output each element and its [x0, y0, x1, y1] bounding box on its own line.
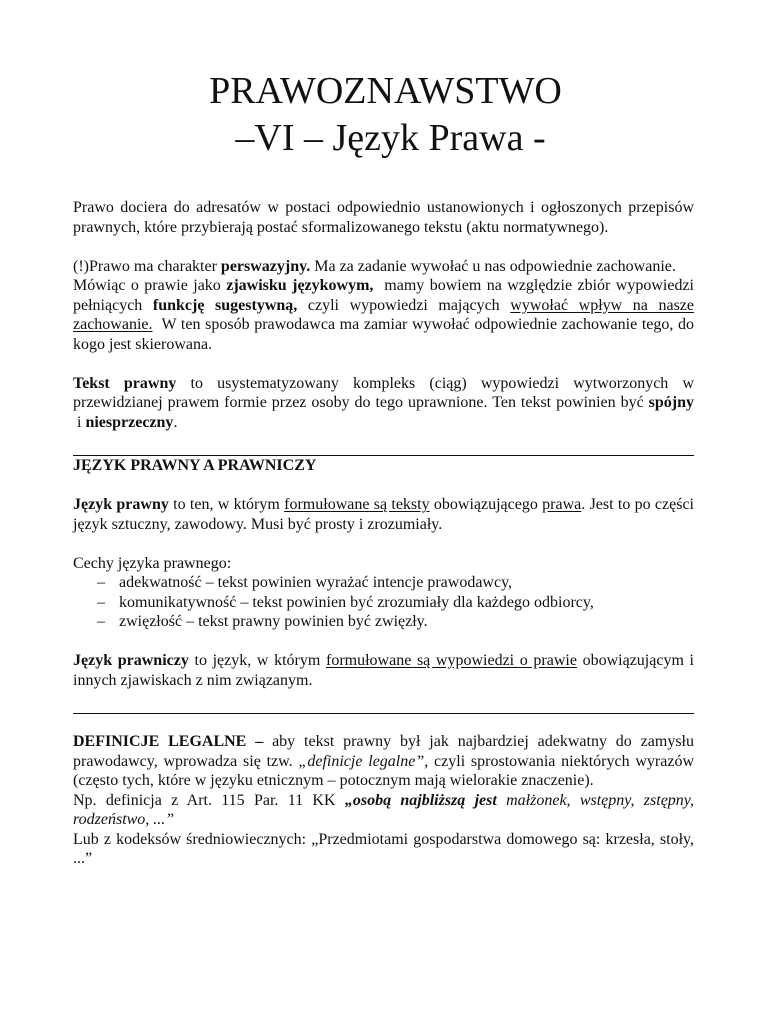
legal-text-paragraph: Tekst prawny to usystematyzowany kompleks (ciąg) wypowiedzi wytworzonych w przewidzianej prawem formie przez osoby do tego uprawnione. Ten tekst powinien być spójny i niesprzeczny. [73, 374, 695, 431]
italic-phrase: małżonek, wstępny, zstępny, rodzeństwo, ...” [73, 791, 695, 828]
bold-term: Język prawniczy [73, 652, 189, 669]
bold-term: DEFINICJE LEGALNE – [73, 733, 264, 750]
legal-language-paragraph: Język prawny to ten, w którym formułowane są teksty obowiązującego prawa. Jest to po części język sztuczny, zawodowy. Musi być prosty i zrozumiały. [73, 496, 694, 533]
underlined-phrase: wywołać wpływ na nasze zachowanie. [73, 296, 695, 333]
list-item: – adekwatność – tekst powinien wyrażać intencje prawodawcy, [97, 574, 513, 591]
document-page [73, 68, 699, 867]
dash-bullet: – [97, 593, 105, 611]
bold-term: perswazyjny. [220, 257, 311, 275]
underlined-phrase: formułowane są wypowiedzi o prawie [325, 652, 577, 669]
persuasion-paragraph: (!)Prawo ma charakter perswazyjny. Ma za zadanie wywołać u nas odpowiednie zachowanie. Mówiąc o prawie jako zjawisku językowym, mamy bowiem na względzie zbiór wypowiedzi pełniących funkcję sugestywną, czyli wypowiedzi mających wywołać wpływ na nasze zachowanie. W ten sposób prawodawca ma zamiar wywołać odpowiednie zachowanie tego, do kogo jest skierowana. [73, 257, 699, 353]
document-body [73, 198, 699, 869]
jurisprudential-language-paragraph: Język prawniczy to język, w którym formułowane są wypowiedzi o prawie obowiązującym i innych zjawiskach z nim związanym. [73, 652, 694, 689]
document-subtitle: –VI – Język Prawa - [235, 117, 546, 159]
list-item: – zwięzłość – tekst prawny powinien być zwięzły. [97, 613, 428, 630]
legal-definitions-paragraph: DEFINICJE LEGALNE – aby tekst prawny był jak najbardziej adekwatny do zamysłu prawodawcy, wprowadza się tzw. „definicje legalne”, czyli sprostowania niektórych wyrazów (często tych, które w języku etnicznym – potocznym mają wielorakie znaczenie). [73, 733, 695, 789]
bold-term: Język prawny [73, 496, 169, 513]
bold-term: niesprzeczny [85, 413, 174, 431]
dash-bullet: – [97, 574, 105, 591]
document-title: PRAWOZNAWSTWO [209, 70, 562, 112]
bold-term: funkcję sugestywną, [152, 296, 298, 314]
bold-italic-phrase: „osobą najbliższą jest [344, 791, 497, 809]
italic-phrase: „definicje legalne” [298, 752, 425, 770]
bold-term: spójny [648, 394, 694, 411]
underlined-phrase: formułowane są teksty [284, 496, 430, 513]
bold-term: Tekst prawny [73, 374, 177, 392]
intro-paragraph: Prawo dociera do adresatów w postaci odpowiednio ustanowionych i ogłoszonych przepisów prawnych, które przybierają postać sformalizowanego tekstu (aktu normatywnego). [73, 199, 694, 236]
dash-bullet: – [97, 613, 105, 630]
features-list [73, 573, 694, 632]
features-intro: Cechy języka prawnego: [73, 554, 232, 572]
definition-example: Np. definicja z Art. 115 Par. 11 KK „osobą najbliższą jest małżonek, wstępny, zstępny, rodzeństwo, ...” [73, 791, 695, 828]
codex-example: Lub z kodeksów średniowiecznych: „Przedmiotami gospodarstwa domowego są: krzesła, stoły, ...” [73, 830, 694, 867]
bold-term: zjawisku językowym, [226, 277, 374, 294]
section-heading: JĘZYK PRAWNY A PRAWNICZY [73, 457, 317, 474]
list-item: – komunikatywność – tekst powinien być zrozumiały dla każdego odbiorcy, [97, 593, 594, 611]
underlined-phrase: prawa [542, 496, 582, 513]
